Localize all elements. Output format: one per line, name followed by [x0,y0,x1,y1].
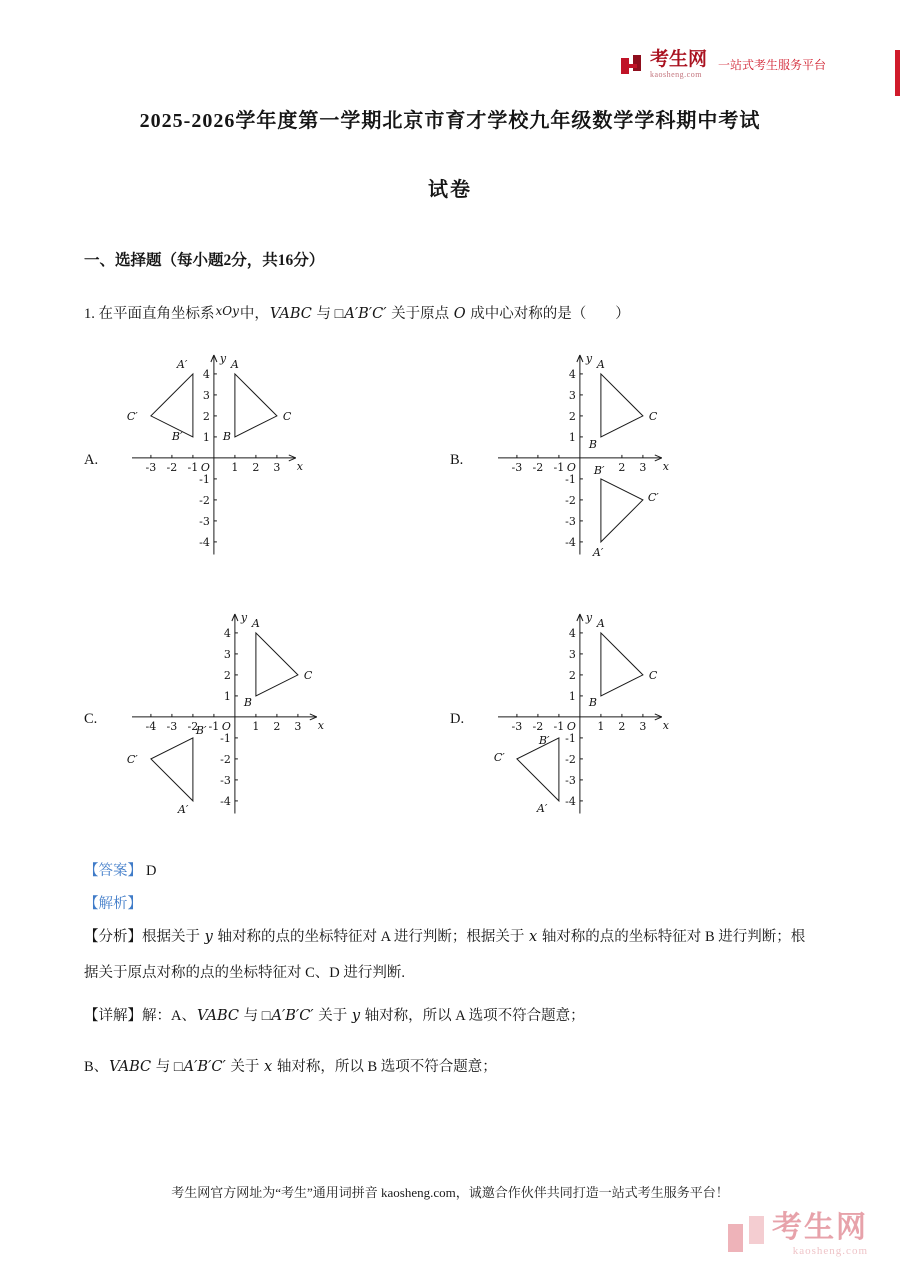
svg-text:A′: A′ [536,801,548,815]
watermark-title: 考生网 [772,1211,868,1244]
svg-text:-1: -1 [565,472,576,486]
svg-text:3: 3 [202,388,210,402]
svg-text:1: 1 [568,689,576,703]
svg-text:C: C [303,668,313,682]
svg-text:-2: -2 [565,493,576,507]
svg-text:2: 2 [618,460,626,474]
svg-text:-2: -2 [166,460,178,474]
watermark-icon-block [749,1216,764,1244]
option-c [84,606,450,833]
watermark-icon-block [728,1224,743,1252]
svg-text:C′: C′ [126,409,138,423]
svg-text:-2: -2 [565,752,576,766]
svg-text:2: 2 [223,668,231,682]
svg-text:2: 2 [618,719,626,733]
svg-text:y: y [240,611,248,624]
svg-text:-2: -2 [187,719,199,733]
svg-text:3: 3 [568,388,576,402]
svg-text:C′: C′ [493,750,505,764]
svg-text:B: B [243,695,252,709]
svg-text:1: 1 [202,430,210,444]
svg-text:C: C [648,409,658,423]
svg-text:A: A [596,616,605,630]
option-b [450,347,816,574]
svg-text:4: 4 [202,367,210,381]
watermark-domain: kaosheng.com [792,1245,868,1257]
svg-text:x: x [296,459,304,473]
svg-text:-4: -4 [565,794,576,808]
svg-text:-4: -4 [199,535,210,549]
answer-label: 【答案】 [84,863,142,879]
svg-text:B: B [588,695,597,709]
svg-text:B′: B′ [171,429,183,443]
option-a-figure [110,347,311,574]
svg-text:-4: -4 [145,719,157,733]
svg-text:A: A [251,616,260,630]
svg-text:y: y [585,611,593,624]
svg-text:O: O [566,460,576,474]
svg-text:3: 3 [639,719,647,733]
svg-text:C′: C′ [647,490,659,504]
svg-text:C: C [648,668,658,682]
svg-text:2: 2 [252,460,260,474]
question-1-text: 1. 在平面直角坐标系$^{xOy}$中，VABC 与 □A′B′C′ 关于原点 O 成中心对称的是（ ） [84,304,630,322]
jiexi-label: 【解析】 [84,896,142,912]
option-b-figure [476,347,677,574]
svg-text:2: 2 [568,409,576,423]
svg-text:x: x [662,718,670,732]
svg-text:1: 1 [597,719,605,733]
logo-tagline: 一站式考生服务平台 [717,58,826,72]
answer-options [84,347,816,833]
svg-text:4: 4 [223,626,231,640]
logo-title: 考生网 [649,49,707,70]
page-edge-accent [895,50,900,96]
svg-text:4: 4 [568,367,576,381]
svg-text:-3: -3 [511,719,523,733]
answer-value: D [146,863,157,879]
svg-text:B: B [222,429,231,443]
kaosheng-logo [619,50,826,79]
svg-text:2: 2 [202,409,210,423]
option-a [84,347,450,574]
svg-text:-2: -2 [532,460,544,474]
svg-text:O: O [221,719,231,733]
logo-icon-block [633,55,641,71]
svg-text:-3: -3 [220,773,231,787]
svg-text:-3: -3 [565,514,576,528]
svg-text:-1: -1 [553,460,565,474]
svg-text:-1: -1 [553,719,565,733]
svg-text:3: 3 [223,647,231,661]
svg-text:-4: -4 [565,535,576,549]
option-c-figure [110,606,332,833]
svg-text:A′: A′ [177,802,189,816]
svg-text:x: x [317,718,325,732]
svg-text:B′: B′ [593,463,605,477]
exam-title-line2: 试卷 [428,179,472,201]
option-a-label: A. [84,452,99,468]
option-c-label: C. [84,711,98,727]
footer-text: 考生网官方网址为“考生”通用词拼音 kaosheng.com，诚邀合作伙伴共同打造一站式考生服务平台！ [171,1185,729,1200]
xiangjie-line-a: 【详解】解：A、VABC 与 □A′B′C′ 关于 y 轴对称，所以 A 选项不符合题意； [84,1007,585,1024]
svg-text:A′: A′ [592,545,604,559]
option-d [450,606,816,833]
svg-text:-3: -3 [145,460,157,474]
svg-text:1: 1 [231,460,239,474]
option-b-label: B. [450,452,464,468]
svg-text:-2: -2 [220,752,231,766]
svg-text:1: 1 [223,689,231,703]
svg-text:3: 3 [294,719,302,733]
svg-text:B′: B′ [538,733,550,747]
watermark-text [772,1213,868,1257]
svg-text:-3: -3 [511,460,523,474]
option-d-label: D. [450,711,465,727]
svg-text:2: 2 [568,668,576,682]
svg-text:x: x [662,459,670,473]
svg-text:-2: -2 [199,493,210,507]
svg-text:3: 3 [273,460,281,474]
svg-text:-1: -1 [220,731,231,745]
svg-text:1: 1 [252,719,260,733]
svg-text:y: y [585,352,593,365]
svg-text:C′: C′ [126,752,138,766]
svg-text:-3: -3 [565,773,576,787]
svg-text:O: O [200,460,210,474]
svg-text:3: 3 [639,460,647,474]
svg-text:1: 1 [568,430,576,444]
exam-title-line1: 2025-2026学年度第一学期北京市育才学校九年级数学学科期中考试 [139,110,761,132]
svg-text:3: 3 [568,647,576,661]
option-d-figure [476,606,677,833]
svg-text:y: y [219,352,227,365]
svg-text:2: 2 [273,719,281,733]
svg-text:A′: A′ [176,357,188,371]
kaosheng-watermark [726,1213,868,1257]
svg-text:O: O [566,719,576,733]
section-heading: 一、选择题（每小题2分，共16分） [84,252,325,269]
svg-text:-2: -2 [532,719,544,733]
svg-text:-1: -1 [208,719,220,733]
logo-domain: kaosheng.com [649,70,702,79]
fenxi-paragraph: 【分析】根据关于 y 轴对称的点的坐标特征对 A 进行判断；根据关于 x 轴对称的点的坐标特征对 B 进行判断；根据关于原点对称的点的坐标特征对 C、D 进行判断. [84,929,806,982]
svg-text:-3: -3 [166,719,178,733]
svg-text:-1: -1 [199,472,210,486]
logo-icon-block [625,64,637,68]
svg-text:B′: B′ [195,723,207,737]
svg-text:-1: -1 [187,460,199,474]
svg-text:-3: -3 [199,514,210,528]
kaosheng-logo-icon [619,53,643,77]
svg-text:A: A [230,357,239,371]
svg-text:C: C [282,409,292,423]
svg-text:A: A [596,357,605,371]
kaosheng-logo-text [650,50,707,79]
xiangjie-line-b: B、VABC 与 □A′B′C′ 关于 x 轴对称，所以 B 选项不符合题意； [84,1058,497,1075]
svg-text:-4: -4 [220,794,231,808]
answer-line [84,859,816,880]
svg-text:B: B [588,437,597,451]
kaosheng-watermark-icon [726,1214,766,1256]
svg-text:-1: -1 [565,731,576,745]
svg-text:4: 4 [568,626,576,640]
